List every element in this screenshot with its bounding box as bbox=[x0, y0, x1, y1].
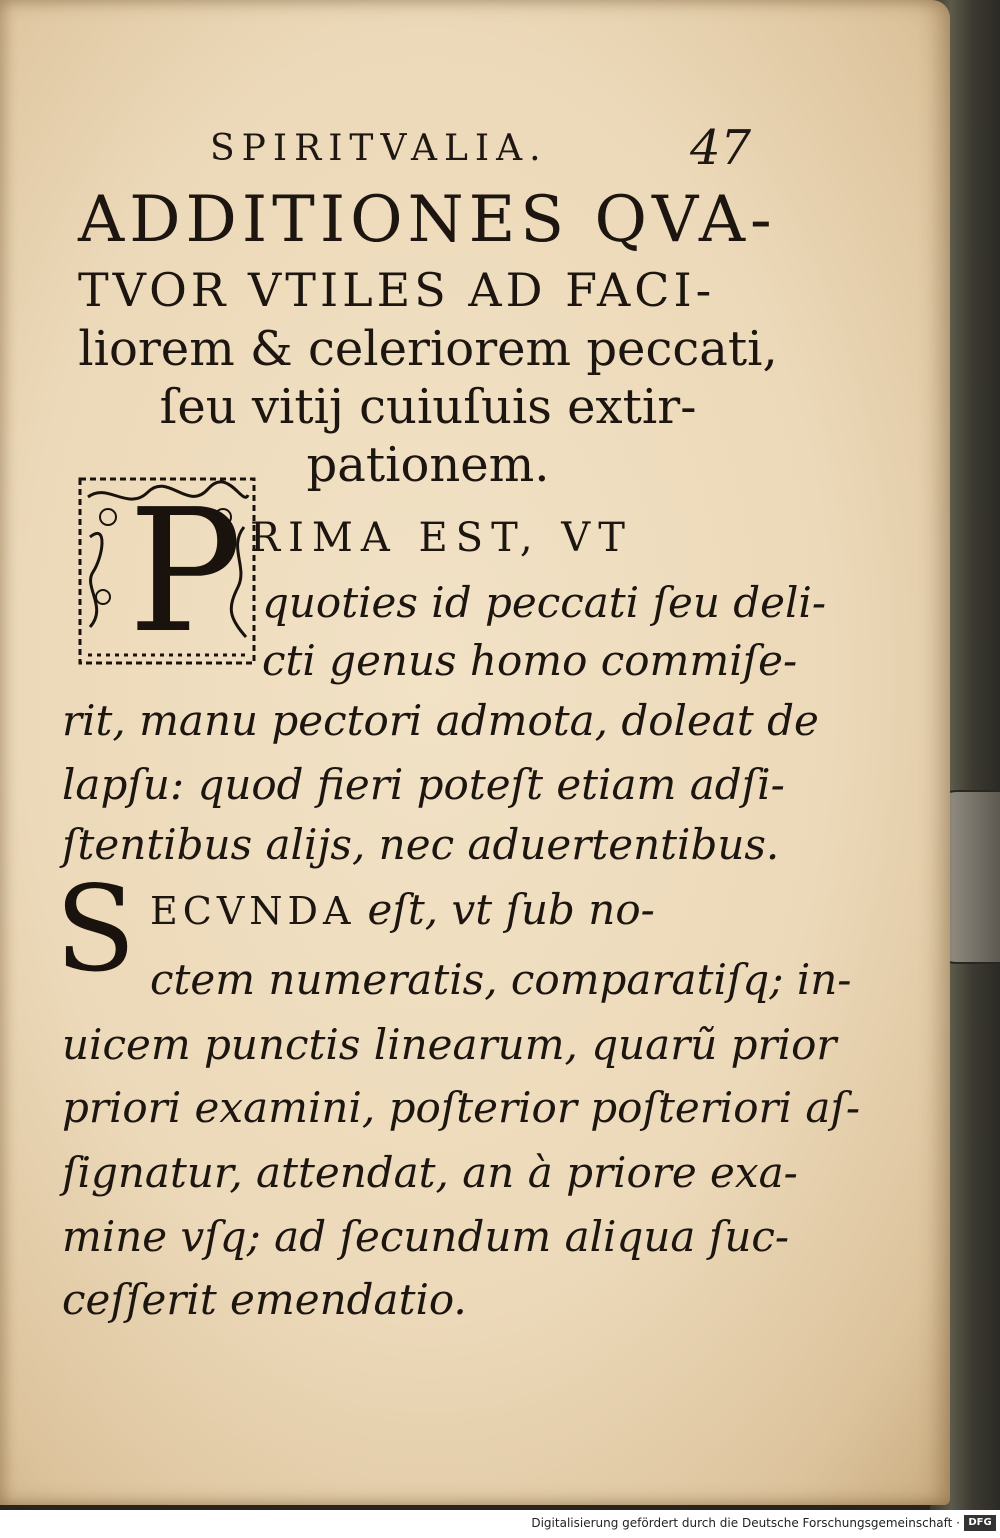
paragraph-1-line: quoties id peccati ſeu deli- bbox=[262, 578, 827, 627]
decorated-initial-p bbox=[78, 473, 258, 671]
running-head-title: SPIRITVALIA. bbox=[210, 128, 548, 169]
paragraph-1-line: cti genus homo commiſe- bbox=[262, 636, 798, 685]
heading-line-3: liorem & celeriorem peccati, bbox=[78, 321, 778, 377]
heading-line-2: TVOR VTILES AD FACI- bbox=[78, 263, 716, 317]
page-number: 47 bbox=[690, 120, 752, 176]
heading-line-1: ADDITIONES QVA- bbox=[78, 183, 777, 257]
heading-line-5: pationem. bbox=[306, 437, 550, 493]
paragraph-2-first-line bbox=[150, 885, 655, 934]
paragraph-2-line: ceſſerit emendatio. bbox=[62, 1275, 467, 1324]
digitization-footer bbox=[0, 1510, 1000, 1538]
paragraph-2-line: uicem punctis linearum, quarũ prior bbox=[62, 1020, 837, 1069]
paragraph-1-line: lapſu: quod fieri poteſt etiam adſi- bbox=[62, 760, 785, 809]
heading-line-4: ſeu vitij cuiuſuis extir- bbox=[159, 379, 697, 435]
running-head bbox=[210, 120, 770, 180]
paragraph-1-line: rit, manu pectori admota, doleat de bbox=[62, 696, 819, 745]
initial-letter-s: S bbox=[55, 860, 136, 998]
dfg-logo: DFG bbox=[964, 1515, 996, 1531]
chapter-heading bbox=[78, 180, 778, 494]
paragraph-2-line: priori examini, poſterior poſteriori aſ- bbox=[62, 1083, 861, 1132]
paragraph-2-line: ſignatur, attendat, an à priore exa- bbox=[62, 1148, 798, 1197]
paragraph-2-caps: ECVNDA bbox=[150, 889, 356, 933]
paragraph-2-line: mine vſq; ad ſecundum aliqua ſuc- bbox=[62, 1212, 790, 1261]
paragraph-2-line: ctem numeratis, comparatiſq; in- bbox=[150, 955, 852, 1004]
paragraph-2-first-rest: eſt, vt ſub no- bbox=[367, 885, 655, 934]
footer-credit: Digitalisierung gefördert durch die Deutsche Forschungsgemeinschaft · bbox=[531, 1516, 960, 1530]
paragraph-1-line: ſtentibus alijs, nec aduertentibus. bbox=[62, 820, 780, 869]
initial-letter: P bbox=[128, 473, 243, 671]
paragraph-1-first-line: RIMA EST, VT bbox=[250, 515, 633, 561]
